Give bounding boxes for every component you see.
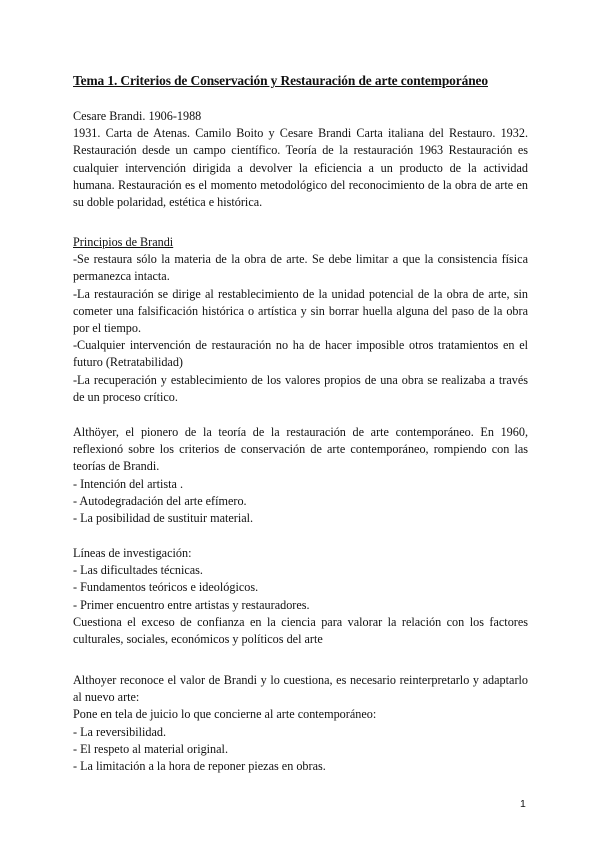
cuestiona-paragraph: Cuestiona el exceso de confianza en la ciencia para valorar la relación con los factores culturales, sociales, económicos y políticos del arte: [73, 614, 528, 647]
linea-item: - Primer encuentro entre artistas y restauradores.: [73, 597, 310, 612]
brandi-header: Cesare Brandi. 1906-1988: [73, 109, 202, 123]
althoyer-point: - Intención del artista .: [73, 476, 183, 491]
linea-item: - Fundamentos teóricos e ideológicos.: [73, 580, 259, 595]
pone-item: - La reversibilidad.: [73, 724, 167, 739]
brandi-intro-paragraph: 1931. Carta de Atenas. Camilo Boito y Cesare Brandi Carta italiana del Restauro. 1932. Restauración desde un campo científico. Teoría de la restauración 1963 Restauración es cualquier intervención dirigida a devolver la eficiencia a un producto de la actividad humana. Restauración es el momento metodológico del reconocimiento de la obra de arte en su doble polaridad, estética e histórica.: [73, 126, 528, 210]
althoyer-section: [73, 424, 528, 527]
reconoce-section: [73, 672, 528, 775]
principio-item: -Cualquier intervención de restauración no ha de hacer imposible otros tratamientos en el futuro (Retratabilidad): [73, 338, 528, 370]
reconoce-paragraph: Althoyer reconoce el valor de Brandi y lo cuestiona, es necesario reinterpretarlo y adaptarlo al nuevo arte:: [73, 673, 528, 705]
althoyer-point: - Autodegradación del arte efímero.: [73, 493, 247, 508]
linea-item: - Las dificultades técnicas.: [73, 563, 203, 578]
lineas-heading: Líneas de investigación:: [73, 546, 192, 560]
pone-item: - El respeto al material original.: [73, 741, 228, 756]
althoyer-point: - La posibilidad de sustituir material.: [73, 511, 254, 526]
principio-item: -La recuperación y establecimiento de los valores propios de una obra se realizaba a través de un proceso crítico.: [73, 372, 528, 404]
principios-heading: Principios de Brandi: [73, 235, 174, 249]
pone-item: - La limitación a la hora de reponer piezas en obras.: [73, 759, 326, 774]
althoyer-intro-paragraph: Althöyer, el pionero de la teoría de la restauración de arte contemporáneo. En 1960, reflexionó sobre los criterios de conservación de arte contemporáneo, rompiendo con las teorías de Brandi.: [73, 425, 528, 474]
principio-item: -La restauración se dirige al restablecimiento de la unidad potencial de la obra de arte, sin cometer una falsificación histórica o artística y sin borrar huella alguna del paso de la obra por el tiempo.: [73, 286, 528, 336]
pone-heading: Pone en tela de juicio lo que concierne al arte contemporáneo:: [73, 707, 377, 722]
brandi-section: [73, 108, 528, 211]
page-number: 1: [520, 798, 526, 810]
lineas-section: [73, 545, 528, 648]
page-title: Tema 1. Criterios de Conservación y Restauración de arte contemporáneo: [73, 73, 488, 88]
principios-section: [73, 234, 528, 406]
principio-item: -Se restaura sólo la materia de la obra de arte. Se debe limitar a que la consistencia física permanezca intacta.: [73, 252, 528, 284]
